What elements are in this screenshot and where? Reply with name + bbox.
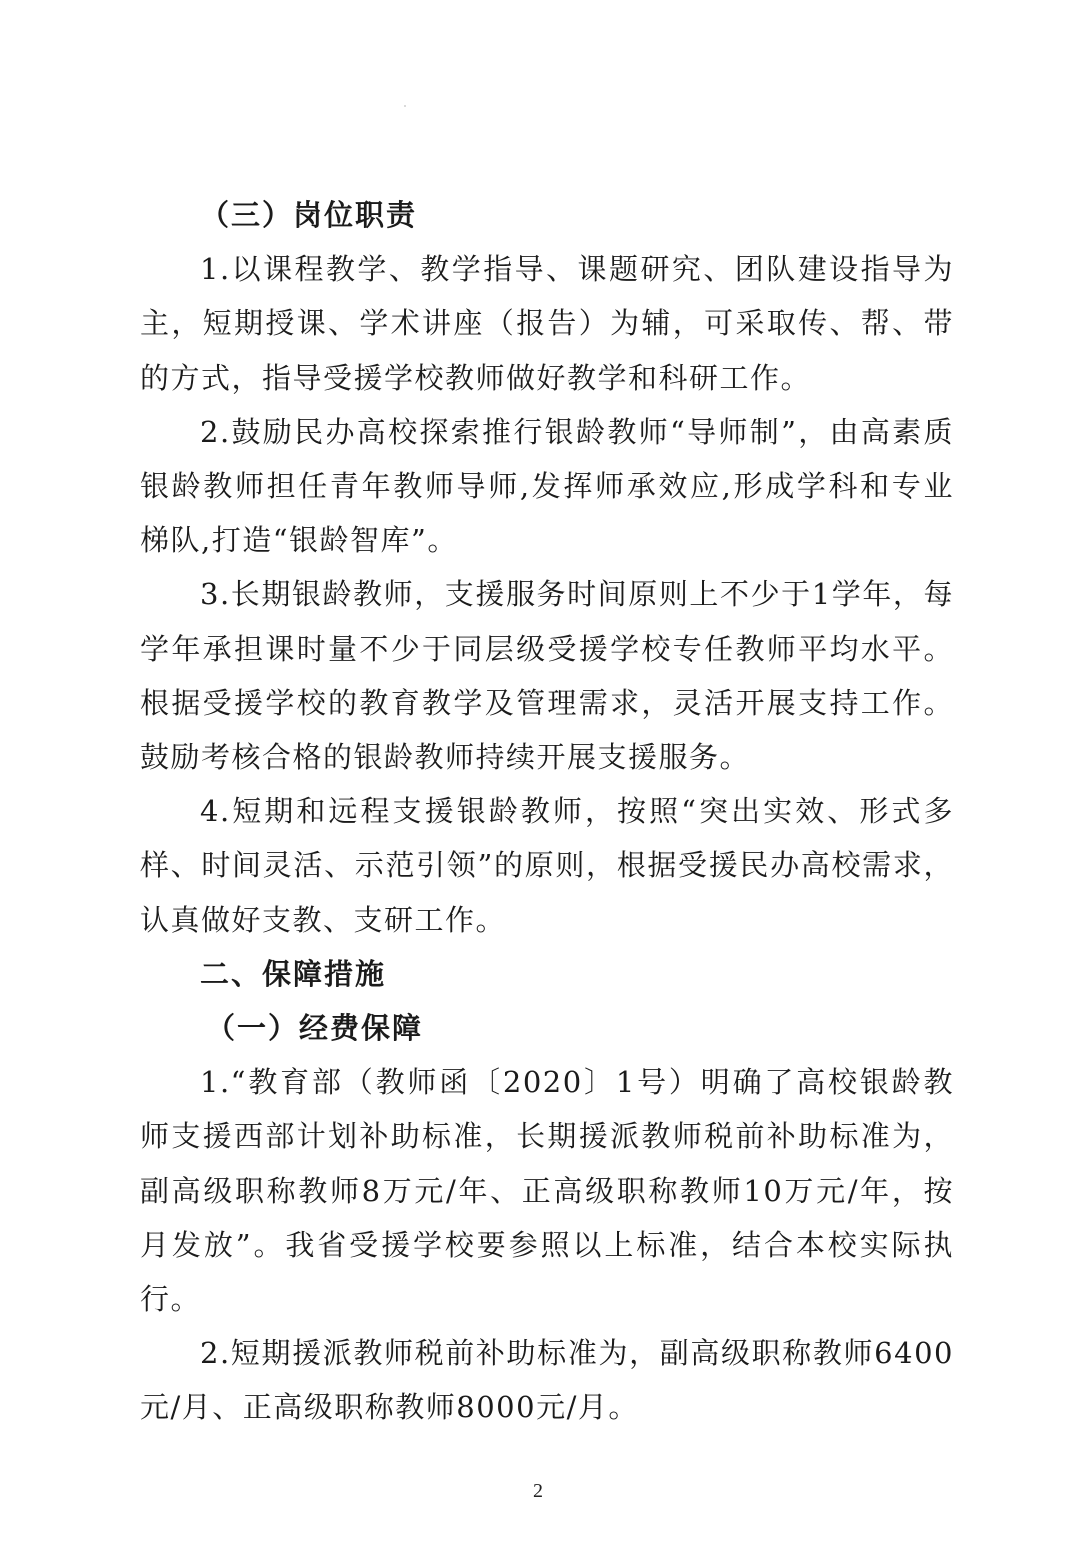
part-heading-safeguards: 二、保障措施 [200, 956, 387, 991]
paragraph-responsibility-3: 3.长期银龄教师，支援服务时间原则上不少于1学年，每学年承担课时量不少于同层级受援学校专任教师平均水平。根据受援学校的教育教学及管理需求，灵活开展支持工作。鼓励考核合格的银龄教师持续开展支援服务。 [140, 577, 954, 775]
paragraph-funding-1: 1.“教育部（教师函〔2020〕1号）明确了高校银龄教师支援西部计划补助标准，长期援派教师税前补助标准为，副高级职称教师8万元/年、正高级职称教师10万元/年，按月发放”。我省受援学校要参照以上标准，结合本校实际执行。 [140, 1065, 954, 1317]
document-body [140, 188, 954, 1435]
scan-speck [404, 105, 406, 107]
subsection-heading-funding: （一）经费保障 [206, 1011, 424, 1046]
paragraph-responsibility-4: 4.短期和远程支援银龄教师，按照“突出实效、形式多样、时间灵活、示范引领”的原则，根据受援民办高校需求，认真做好支教、支研工作。 [140, 794, 954, 937]
paragraph-funding-2: 2.短期援派教师税前补助标准为，副高级职称教师6400元/月、正高级职称教师8000元/月。 [140, 1336, 954, 1425]
section-heading-responsibilities: （三）岗位职责 [200, 198, 418, 232]
paragraph-responsibility-1: 1.以课程教学、教学指导、课题研究、团队建设指导为主，短期授课、学术讲座（报告）为辅，可采取传、帮、带的方式，指导受援学校教师做好教学和科研工作。 [140, 252, 954, 395]
paragraph-responsibility-2: 2.鼓励民办高校探索推行银龄教师“导师制”，由高素质银龄教师担任青年教师导师,发挥师承效应,形成学科和专业梯队,打造“银龄智库”。 [140, 414, 954, 558]
page-number: 2 [533, 1480, 543, 1502]
